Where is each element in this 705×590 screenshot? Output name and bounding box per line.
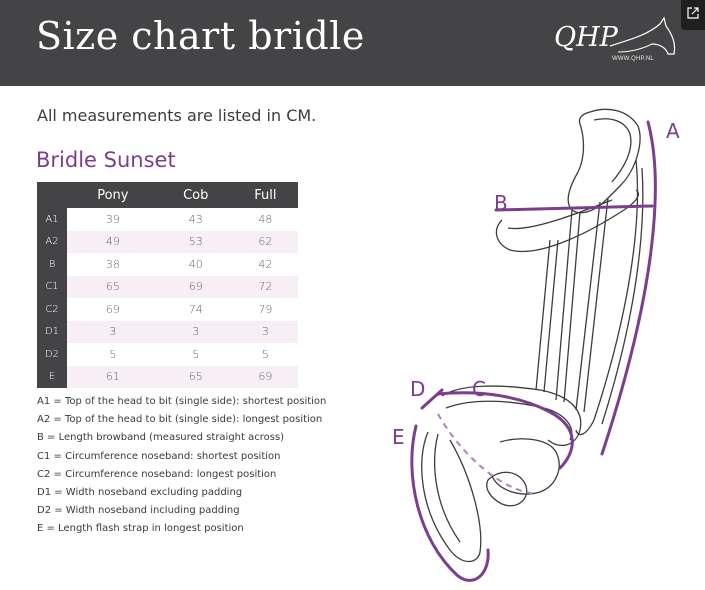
table-cell: 3: [67, 321, 159, 344]
table-row: [37, 231, 298, 254]
table-cell: 49: [67, 231, 159, 254]
legend-item: E = Length flash strap in longest position: [37, 523, 244, 535]
table-cell: 43: [188, 212, 203, 226]
diagram-label-d: D: [410, 377, 426, 401]
legend-item: C1 = Circumference noseband: shortest position: [37, 450, 281, 462]
table-cell: 38: [105, 257, 120, 271]
row-label: A1: [37, 208, 67, 231]
table-row: [37, 366, 298, 389]
table-cell: 3: [159, 321, 233, 344]
table-cell: 3: [233, 321, 298, 344]
table-row: [37, 298, 298, 321]
table-cell: 53: [159, 231, 233, 254]
legend-item: C2 = Circumference noseband: longest position: [37, 468, 277, 480]
header-bar: [0, 0, 705, 86]
legend-item: A1 = Top of the head to bit (single side): shortest position: [37, 396, 327, 407]
table-row: [37, 321, 298, 344]
table-header-cell: Full: [233, 182, 298, 208]
legend-item: D2 = Width noseband including padding: [37, 505, 240, 517]
page-title: Size chart bridle: [36, 14, 365, 58]
table-cell: 74: [188, 302, 203, 316]
table-cell: 5: [109, 347, 117, 361]
legend-item: D1 = Width noseband excluding padding: [37, 487, 243, 499]
brand-logo: [548, 14, 678, 70]
table-row: [37, 343, 298, 366]
table-cell: 62: [233, 231, 298, 254]
diagram-label-e: E: [392, 425, 405, 449]
bridle-diagram: [380, 90, 700, 586]
table-cell: 40: [188, 257, 203, 271]
row-label: C1: [37, 276, 67, 299]
row-label: D2: [37, 343, 67, 366]
table-row: [37, 276, 298, 299]
table-cell: 79: [258, 302, 273, 316]
table-cell: 65: [159, 366, 233, 389]
measurement-legend: [37, 393, 326, 539]
table-cell: 48: [258, 212, 273, 226]
table-row: [37, 253, 298, 276]
legend-item: A2 = Top of the head to bit (single side): longest position: [37, 414, 323, 426]
table-cell: 5: [192, 347, 200, 361]
table-cell: 72: [233, 276, 298, 299]
diagram-label-a: A: [666, 119, 680, 143]
table-cell: 65: [67, 276, 159, 299]
cheek-strap-outline: [556, 210, 572, 400]
logo-wordmark: QHP: [554, 22, 618, 53]
table-header-cell: Pony: [67, 182, 159, 208]
size-table: [37, 182, 298, 388]
row-label: B: [37, 253, 67, 276]
product-title: Bridle Sunset: [36, 148, 176, 172]
open-external-button[interactable]: [681, 0, 705, 30]
measurement-note: All measurements are listed in CM.: [37, 106, 317, 125]
table-cell: 69: [159, 276, 233, 299]
table-cell: 69: [105, 302, 120, 316]
table-cell: 42: [258, 257, 273, 271]
crownpiece-outline: [568, 109, 640, 212]
diagram-label-b: B: [494, 191, 508, 215]
table-header-cell: [37, 182, 67, 208]
table-header-cell: Cob: [159, 182, 233, 208]
logo-url: WWW.QHP.NL: [612, 56, 654, 62]
browband-outline: [496, 190, 638, 251]
diagram-label-c: C: [472, 377, 486, 401]
measure-line-a: [602, 122, 655, 454]
row-label: C2: [37, 298, 67, 321]
table-cell: 5: [261, 347, 269, 361]
measure-line-b: [496, 206, 652, 210]
table-cell: 69: [233, 366, 298, 389]
row-label: E: [37, 366, 67, 389]
table-cell: 39: [105, 212, 120, 226]
legend-item: B = Length browband (measured straight across): [37, 432, 285, 444]
table-row: [37, 208, 298, 231]
external-link-icon: [687, 7, 699, 19]
noseband-outline: [442, 386, 581, 445]
table-cell: 61: [67, 366, 159, 389]
row-label: D1: [37, 321, 67, 344]
row-label: A2: [37, 231, 67, 254]
table-header-row: [37, 182, 298, 208]
